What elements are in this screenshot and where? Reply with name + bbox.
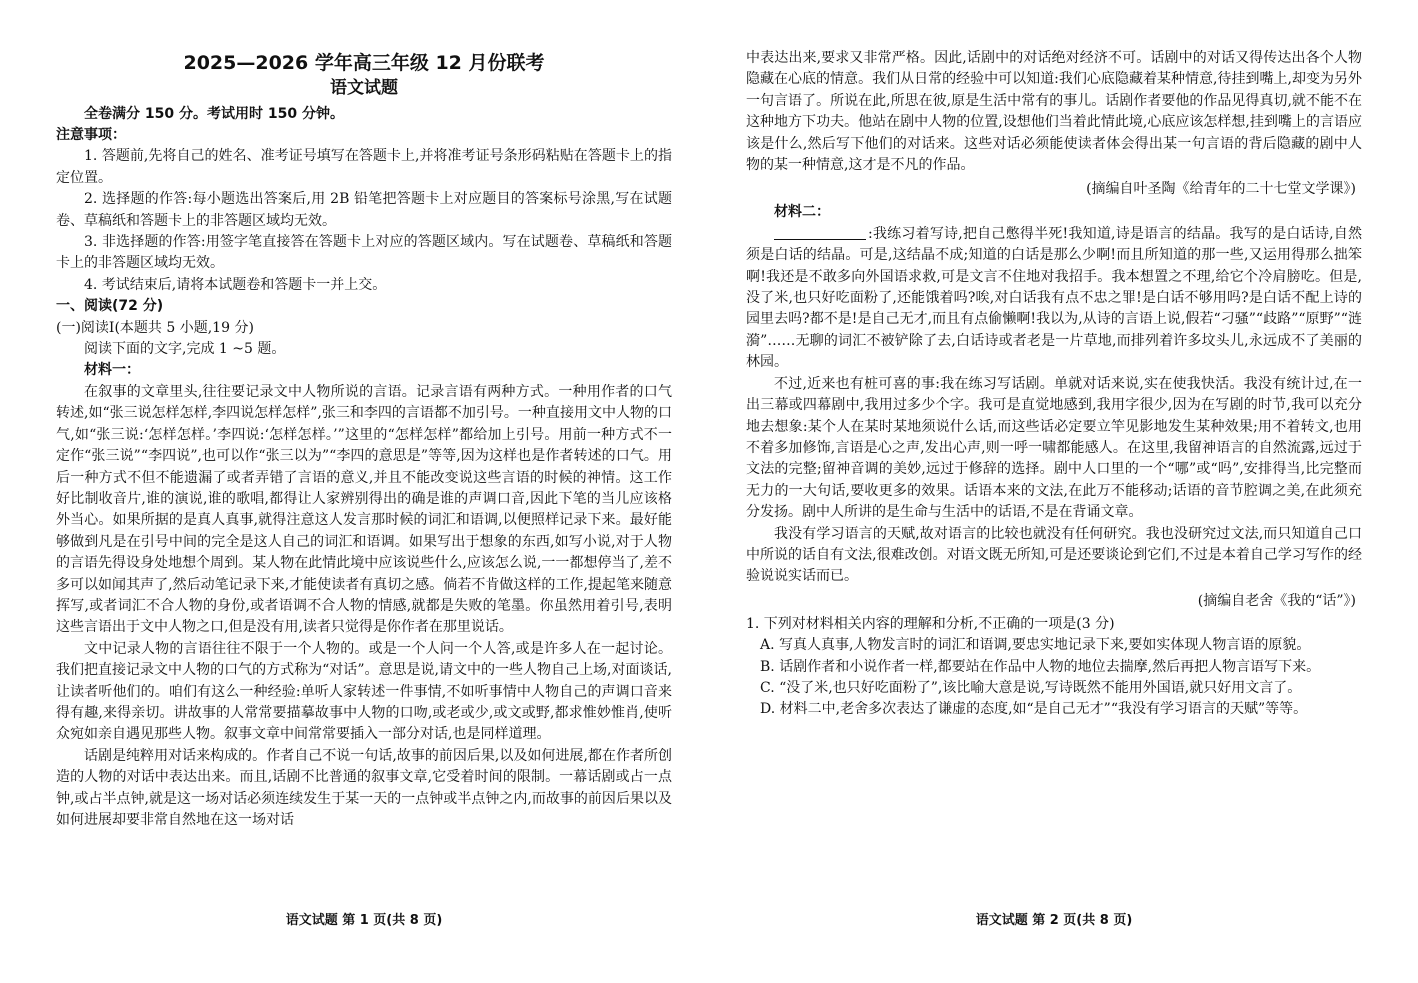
page-2-footer: 语文试题 第 2 页(共 8 页) — [975, 913, 1133, 928]
fill-blank — [774, 225, 866, 240]
notice-item: 3. 非选择题的作答:用签字笔直接答在答题卡上对应的答题区域内。写在试题卷、草稿纸和答题卡上的非答题区域均无效。 — [56, 234, 672, 272]
exam-subtitle: 语文试题 — [330, 78, 398, 98]
instruction: 阅读下面的文字,完成 1 ~5 题。 — [84, 341, 286, 358]
material-1-paragraph: 在叙事的文章里头,往往要记录文中人物所说的言语。记录言语有两种方式。一种用作者的口气转述,如“张三说怎样怎样,李四说怎样怎样”,张三和李四的言语都不加引号。一种直接用文中人物的口气,如“张三说:‘怎样怎样。’李四说:‘怎样怎样。’”这里的“怎样怎样”都给加上引号。用前一种方式不一定作“张三说”“李四说”,也可以作“张三以为”“李四的意思是”等等,因为这样也是作者转述的口气。用后一种方式不但不能遗漏了或者弄错了言语的意义,并且不能改变说这些言语的时候的神情。这工作好比制收音片,谁的演说,谁的歌唱,都得让人家辨别得出的确是谁的声调口音,因此下笔的当儿应该格外当心。如果所据的是真人真事,就得注意这人发言那时候的词汇和语调,以便照样记录下来。最好能够做到凡是在引号中间的完全是这人自己的词汇和语调。如果写出于想象的东西,如写小说,对于人物的言语先得设身处地想个周到。某人物在此情此境中应该说些什么,应该怎么说,一一都想停当了,差不多可以如闻其声了,然后动笔记录下来,才能使读者有真切之感。倘若不肯做这样的工作,提起笔来随意挥写,或者词汇不合人物的身份,或者语调不合人物的情感,就都是失败的笔墨。你虽然用着引号,表明这些言语出于文中人物之口,但是没有用,读者只觉得是你作者在那里说话。 — [56, 383, 672, 636]
notice-item: 2. 选择题的作答:每小题选出答案后,用 2B 铅笔把答题卡上对应题目的答案标号涂黑,写在试题卷、草稿纸和答题卡上的非答题区域均无效。 — [56, 191, 672, 229]
material-2-label: 材料二： — [774, 204, 830, 221]
page-1 — [56, 46, 672, 831]
option-c: C. “没了米,也只好吃面粉了”,该比喻大意是说,写诗既然不能用外国语,就只好用文言了。 — [760, 679, 1302, 696]
page-1-footer: 语文试题 第 1 页(共 8 页) — [285, 913, 443, 928]
material-1-continuation: 中表达出来,要求又非常严格。因此,话剧中的对话绝对经济不可。话剧中的对话又得传达出各个人物隐藏在心底的情意。我们从日常的经验中可以知道:我们心底隐藏着某种情意,待挂到嘴上,却变为另外一句言语了。所说在此,所思在彼,原是生活中常有的事儿。话剧作者要他的作品见得真切,就不能不在这种地方下功夫。他站在剧中人物的位置,设想他们当着此情此境,心底应该怎样想,挂到嘴上的言语应该是什么,然后写下他们的对话来。这些对话必须能使读者体会得出某一句言语的背后隐藏的剧中人物的某一种情意,这才是不凡的作品。 — [746, 50, 1362, 174]
score-line: 全卷满分 150 分。考试用时 150 分钟。 — [84, 106, 344, 122]
question-1: 1. 下列对材料相关内容的理解和分析,不正确的一项是(3 分) — [746, 615, 1115, 632]
source-citation: (摘编自老舍《我的“话”》) — [1197, 592, 1356, 609]
material-2-paragraph: 我没有学习语言的天赋,故对语言的比较也就没有任何研究。我也没研究过文法,而只知道自己口中所说的话自有文法,很难改创。对语文既无所知,可是还要谈论到它们,不过是本着自己学习写作的经验说说实话而已。 — [746, 525, 1362, 585]
option-a: A. 写真人真事,人物发言时的词汇和语调,要忠实地记录下来,要如实体现人物言语的原貌。 — [760, 637, 1311, 654]
section-heading: 一、阅读(72 分) — [56, 298, 164, 315]
source-citation: (摘编自叶圣陶《给青年的二十七堂文学课》) — [1086, 181, 1356, 198]
material-1-paragraph: 话剧是纯粹用对话来构成的。作者自己不说一句话,故事的前因后果,以及如何进展,都在作者所创造的人物的对话中表达出来。而且,话剧不比普通的叙事文章,它受着时间的限制。一幕话剧或占一点钟,或占半点钟,就是这一场对话必须连续发生于某一天的一点钟或半点钟之内,而故事的前因后果以及如何进展却要非常自然地在这一场对话 — [56, 747, 672, 828]
material-2-paragraph: :我练习着写诗,把自己憋得半死!我知道,诗是语言的结晶。我写的是白话诗,自然须是白话的结晶。可是,这结晶不成;知道的白话是那么少啊!而且所知道的那一些,又运用得那么拙笨啊!我还是不敢多向外国语求救,可是文言不住地对我招手。我本想置之不理,给它个冷肩膀吃。但是,没了米,也只好吃面粉了,还能饿着吗?唉,对白话我有点不忠之罪!是白话不够用吗?是白话不配上诗的园里去吗?都不是!是自己无才,而且有点偷懒啊!我以为,从诗的言语上说,假若“刁骚”“歧路”“原野”“涟漪”……无聊的词汇不被铲除了去,白话诗或者老是一片草地,而排列着许多坟头儿,永远成不了美丽的林园。 — [746, 225, 1362, 371]
subsection-heading: (一)阅读Ⅰ(本题共 5 小题,19 分) — [56, 319, 254, 336]
notice-item: 4. 考试结束后,请将本试题卷和答题卡一并上交。 — [84, 276, 387, 293]
exam-title: 2025—2026 学年高三年级 12 月份联考 — [183, 52, 545, 74]
notice-item: 1. 答题前,先将自己的姓名、准考证号填写在答题卡上,并将准考证号条形码粘贴在答题卡上的指定位置。 — [56, 148, 672, 186]
page-2 — [746, 48, 1362, 721]
option-d: D. 材料二中,老舍多次表达了谦虚的态度,如“是自己无才”“我没有学习语言的天赋”等等。 — [760, 701, 1308, 718]
notice-heading: 注意事项： — [56, 127, 126, 143]
material-1-label: 材料一： — [84, 362, 140, 379]
option-b: B. 话剧作者和小说作者一样,都要站在作品中人物的地位去揣摩,然后再把人物言语写下来。 — [760, 658, 1321, 675]
material-2-paragraph: 不过,近来也有桩可喜的事:我在练习写话剧。单就对话来说,实在使我快活。我没有统计过,在一出三幕或四幕剧中,我用过多少个字。我可是直觉地感到,我用字很少,因为在写剧的时节,我可以充分地去想象:某个人在某时某地须说什么话,而这些话必定要立竿见影地发生某种效果;用不着转文,也用不着多加修饰,言语是心之声,发出心声,则一呼一啸都能感人。在这里,我留神语言的自然流露,远过于文法的完整;留神音调的美妙,远过于修辞的选择。剧中人口里的一个“哪”或“吗”,安排得当,比完整而无力的一大句话,要收更多的效果。话语本来的文法,在此万不能移动;话语的音节腔调之美,在此须充分发扬。剧中人所讲的是生命与生活中的话语,不是在背诵文章。 — [746, 375, 1362, 521]
material-1-paragraph: 文中记录人物的言语往往不限于一个人物的。或是一个人问一个人答,或是许多人在一起讨论。我们把直接记录文中人物的口气的方式称为“对话”。意思是说,请文中的一些人物自己上场,对面谈话,让读者听他们的。咱们有这么一种经验:单听人家转述一件事情,不如听事情中人物自己的声调口音来得有趣,来得亲切。讲故事的人常常要描摹故事中人物的口吻,或老或少,或文或野,都求惟妙惟肖,使听众宛如亲自遇见那些人物。叙事文章中间常常要插入一部分对话,也是同样道理。 — [56, 640, 672, 743]
